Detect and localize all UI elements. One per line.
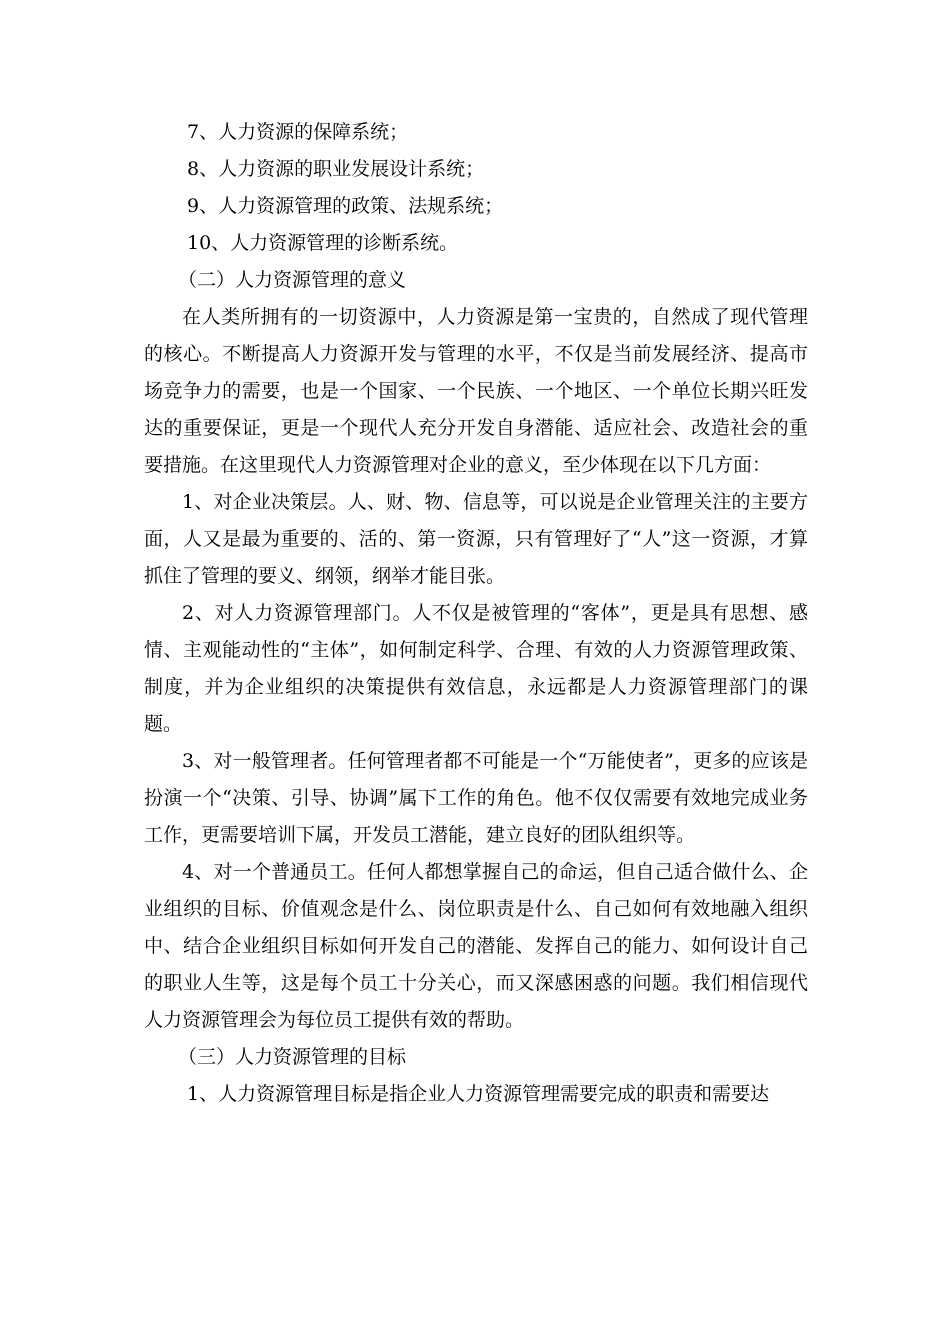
paragraph-objectives-first-line: 1、人力资源管理目标是指企业人力资源管理需要完成的职责和需要达 [187, 1083, 770, 1105]
list-item-10: 10、人力资源管理的诊断系统。 [187, 232, 459, 254]
document-body [144, 114, 808, 1113]
paragraph-point-hr-department: 2、对人力资源管理部门。人不仅是被管理的“客体”，更是具有思想、感情、主观能动性的“主体”，如何制定科学、合理、有效的人力资源管理政策、制度，并为企业组织的决策提供有效信息，永远都是人力资源管理部门的课题。 [144, 602, 808, 735]
list-item-9: 9、人力资源管理的政策、法规系统； [187, 195, 504, 217]
section-heading-significance: （二）人力资源管理的意义 [178, 269, 407, 291]
paragraph-significance-intro: 在人类所拥有的一切资源中，人力资源是第一宝贵的，自然成了现代管理的核心。不断提高人力资源开发与管理的水平，不仅是当前发展经济、提高市场竞争力的需要，也是一个国家、一个民族、一个地区、一个单位长期兴旺发达的重要保证，更是一个现代人充分开发自身潜能、适应社会、改造社会的重要措施。在这里现代人力资源管理对企业的意义，至少体现在以下几方面： [144, 306, 808, 476]
paragraph-point-decision-makers: 1、对企业决策层。人、财、物、信息等，可以说是企业管理关注的主要方面，人又是最为重要的、活的、第一资源，只有管理好了“人”这一资源，才算抓住了管理的要义、纲领，纲举才能目张。 [144, 491, 808, 587]
list-item-7: 7、人力资源的保障系统； [187, 121, 409, 143]
list-item-8: 8、人力资源的职业发展设计系统； [187, 158, 485, 180]
section-heading-objectives: （三）人力资源管理的目标 [178, 1046, 407, 1068]
paragraph-point-general-managers: 3、对一般管理者。任何管理者都不可能是一个“万能使者”，更多的应该是扮演一个“决策、引导、协调”属下工作的角色。他不仅仅需要有效地完成业务工作，更需要培训下属，开发员工潜能，建立良好的团队组织等。 [144, 750, 808, 846]
paragraph-point-ordinary-employees: 4、对一个普通员工。任何人都想掌握自己的命运，但自己适合做什么、企业组织的目标、价值观念是什么、岗位职责是什么、自己如何有效地融入组织中、结合企业组织目标如何开发自己的潜能、发挥自己的能力、如何设计自己的职业人生等，这是每个员工十分关心，而又深感困惑的问题。我们相信现代人力资源管理会为每位员工提供有效的帮助。 [144, 861, 808, 1031]
